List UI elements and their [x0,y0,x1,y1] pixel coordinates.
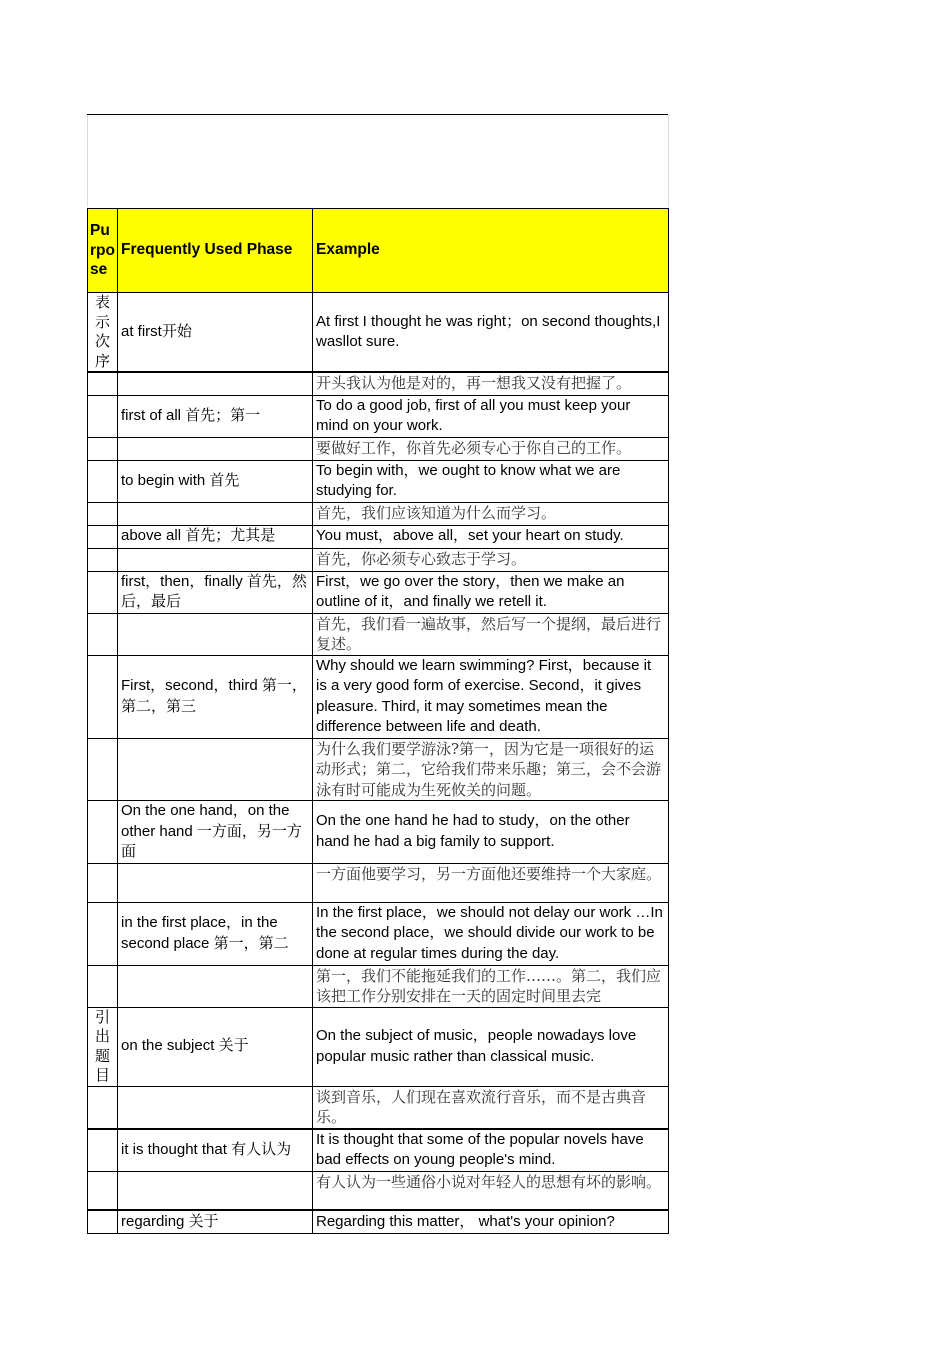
example-cell: On the one hand he had to study，on the other hand he had a big family to support. [313,801,669,864]
example-cell: You must，above all，set your heart on study. [313,525,669,548]
translation-cell: 一方面他要学习，另一方面他还要维持一个大家庭。 [313,863,669,902]
translation-row [88,372,669,395]
table-row [88,1007,669,1086]
phrase-cell: in the first place，in the second place 第一，第二 [118,902,313,965]
translation-cell: 有人认为一些通俗小说对年轻人的思想有坏的影响。 [313,1171,669,1210]
purpose-order: 表示次序 [88,293,118,373]
table-row [88,902,669,965]
example-cell: To begin with，we ought to know what we are studying for. [313,460,669,502]
table-row [88,293,669,373]
translation-cell: 第一，我们不能拖延我们的工作……。第二，我们应该把工作分别安排在一天的固定时间里去完 [313,965,669,1007]
example-cell: In the first place，we should not delay our work …In the second place，we should divide our work to be done at regular times during the day. [313,902,669,965]
phrase-cell: on the subject 关于 [118,1007,313,1086]
translation-cell: 开头我认为他是对的，再一想我又没有把握了。 [313,372,669,395]
table-row [88,655,669,738]
table-row [88,525,669,548]
phrase-cell: regarding 关于 [118,1210,313,1233]
translation-cell: 首先，你必须专心致志于学习。 [313,548,669,571]
translation-row [88,965,669,1007]
translation-row [88,1086,669,1129]
phrase-cell: First，second，third 第一，第二，第三 [118,655,313,738]
translation-row [88,502,669,525]
table-row [88,801,669,864]
phrase-cell: it is thought that 有人认为 [118,1129,313,1172]
phrase-cell: first of all 首先；第一 [118,395,313,437]
translation-cell: 首先，我们应该知道为什么而学习。 [313,502,669,525]
example-cell: Why should we learn swimming? First，because it is a very good form of exercise. Second，it gives pleasure. Third, it may sometimes mean the difference between life and death. [313,655,669,738]
header-phrase: Frequently Used Phase [118,209,313,293]
translation-row [88,613,669,655]
blank-title-area [87,115,669,207]
translation-cell: 为什么我们要学游泳?第一，因为它是一项很好的运动形式；第二，它给我们带来乐趣；第三，会不会游泳有时可能成为生死攸关的问题。 [313,738,669,801]
phrase-cell: above all 首先；尤其是 [118,525,313,548]
translation-row [88,548,669,571]
example-cell: It is thought that some of the popular novels have bad effects on young people's mind. [313,1129,669,1172]
header-purpose: Purpose [88,209,118,293]
translation-row [88,1171,669,1210]
phrase-cell: first，then，finally 首先，然后，最后 [118,571,313,613]
phrase-cell: On the one hand，on the other hand 一方面，另一方面 [118,801,313,864]
example-cell: Regarding this matter， what's your opinion? [313,1210,669,1233]
header-row [88,209,669,293]
table-row [88,1129,669,1172]
table-row [88,395,669,437]
phrase-table [87,208,669,1234]
example-cell: At first I thought he was right；on second thoughts,I wasllot sure. [313,293,669,373]
translation-row [88,863,669,902]
translation-row [88,738,669,801]
example-cell: On the subject of music，people nowadays love popular music rather than classical music. [313,1007,669,1086]
phrase-cell: to begin with 首先 [118,460,313,502]
phrase-cell: at first开始 [118,293,313,373]
example-cell: To do a good job, first of all you must keep your mind on your work. [313,395,669,437]
header-example: Example [313,209,669,293]
table-row [88,1210,669,1233]
example-cell: First，we go over the story，then we make an outline of it，and finally we retell it. [313,571,669,613]
translation-cell: 要做好工作，你首先必须专心于你自己的工作。 [313,437,669,460]
translation-cell: 谈到音乐，人们现在喜欢流行音乐，而不是古典音乐。 [313,1086,669,1129]
purpose-topic: 引出题目 [88,1007,118,1086]
translation-cell: 首先，我们看一遍故事，然后写一个提纲，最后进行复述。 [313,613,669,655]
table-row [88,571,669,613]
table-row [88,460,669,502]
translation-row [88,437,669,460]
